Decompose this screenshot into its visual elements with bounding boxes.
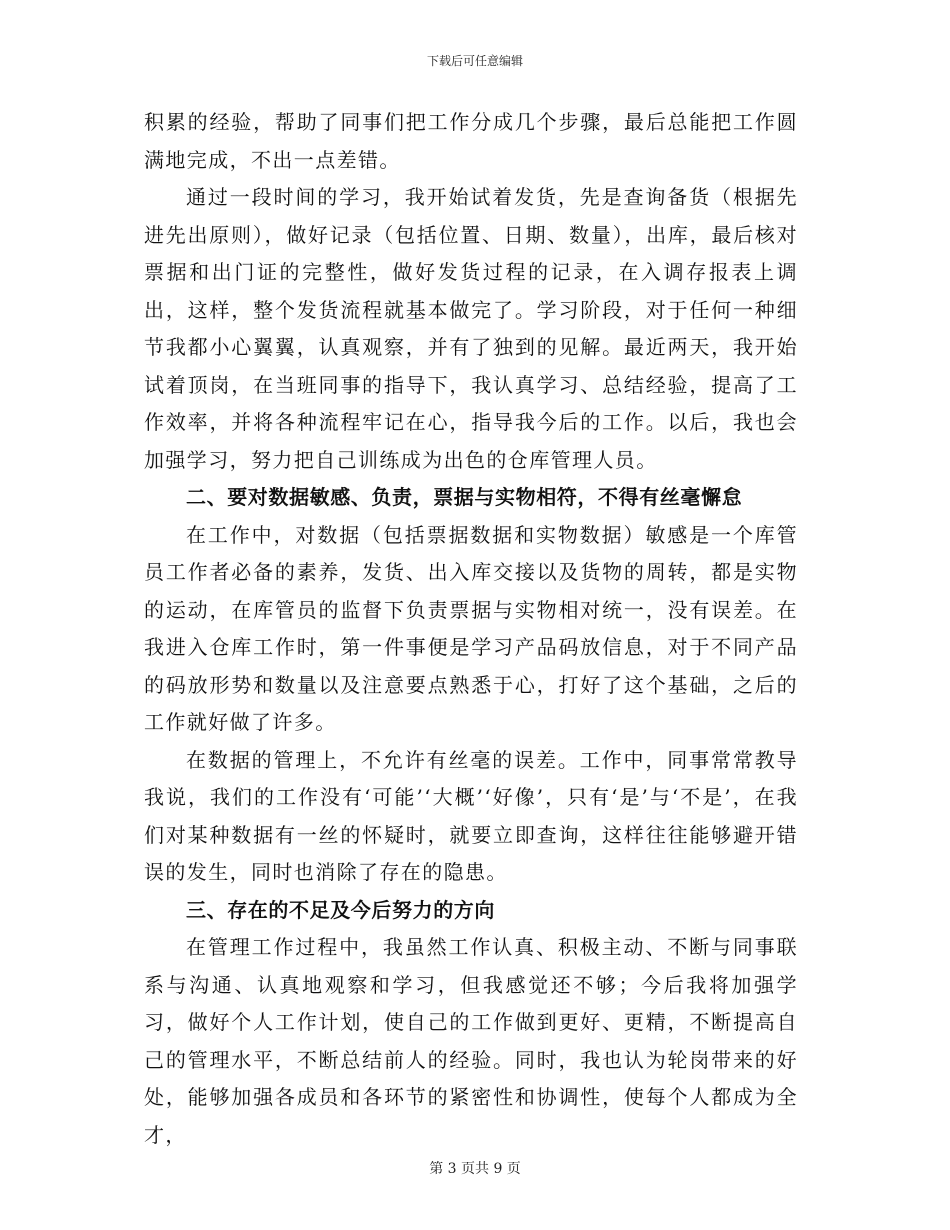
paragraph-data-awareness: 在工作中，对数据（包括票据数据和实物数据）敏感是一个库管员工作者必备的素养，发货、出入库交接以及货物的周转，都是实物的运动，在库管员的监督下负责票据与实物相对统一，没有误差。在我进入仓库工作时，第一件事便是学习产品码放信息，对于不同产品的码放形势和数量以及注意要点熟悉于心，打好了这个基础，之后的工作就好做了许多。	[144, 522, 798, 734]
paragraph-improvement: 在管理工作过程中，我虽然工作认真、积极主动、不断与同事联系与沟通、认真地观察和学习，但我感觉还不够；今后我将加强学习，做好个人工作计划，使自己的工作做到更好、更精，不断提高自己的管理水平，不断总结前人的经验。同时，我也认为轮岗带来的好处，能够加强各成员和各环节的紧密性和协调性，使每个人都成为全才，	[144, 935, 798, 1147]
section-heading-shortcomings: 三、存在的不足及今后努力的方向	[186, 897, 495, 922]
page-header-note: 下载后可任意编辑	[426, 54, 523, 68]
paragraph-shipping-process: 通过一段时间的学习，我开始试着发货，先是查询备货（根据先进先出原则），做好记录（包括位置、日期、数量），出库，最后核对票据和出门证的完整性，做好发货过程的记录，在入调存报表上调出，这样，整个发货流程就基本做完了。学习阶段，对于任何一种细节我都小心翼翼，认真观察，并有了独到的见解。最近两天，我开始试着顶岗，在当班同事的指导下，我认真学习、总结经验，提高了工作效率，并将各种流程牢记在心，指导我今后的工作。以后，我也会加强学习，努力把自己训练成为出色的仓库管理人员。	[144, 185, 798, 472]
paragraph-data-management: 在数据的管理上，不允许有丝毫的误差。工作中，同事常常教导我说，我们的工作没有‘可能’‘大概’‘好像’，只有‘是’与‘不是’，在我们对某种数据有一丝的怀疑时，就要立即查询，这样往往能够避开错误的发生，同时也消除了存在的隐患。	[144, 747, 798, 884]
document-body	[144, 104, 798, 1154]
page-number: 第 3 页共 9 页	[429, 1161, 521, 1177]
section-heading-data-sensitivity: 二、要对数据敏感、负责，票据与实物相符，不得有丝毫懈怠	[186, 485, 743, 509]
paragraph-continued: 积累的经验，帮助了同事们把工作分成几个步骤，最后总能把工作圆满地完成，不出一点差错。	[144, 110, 798, 172]
